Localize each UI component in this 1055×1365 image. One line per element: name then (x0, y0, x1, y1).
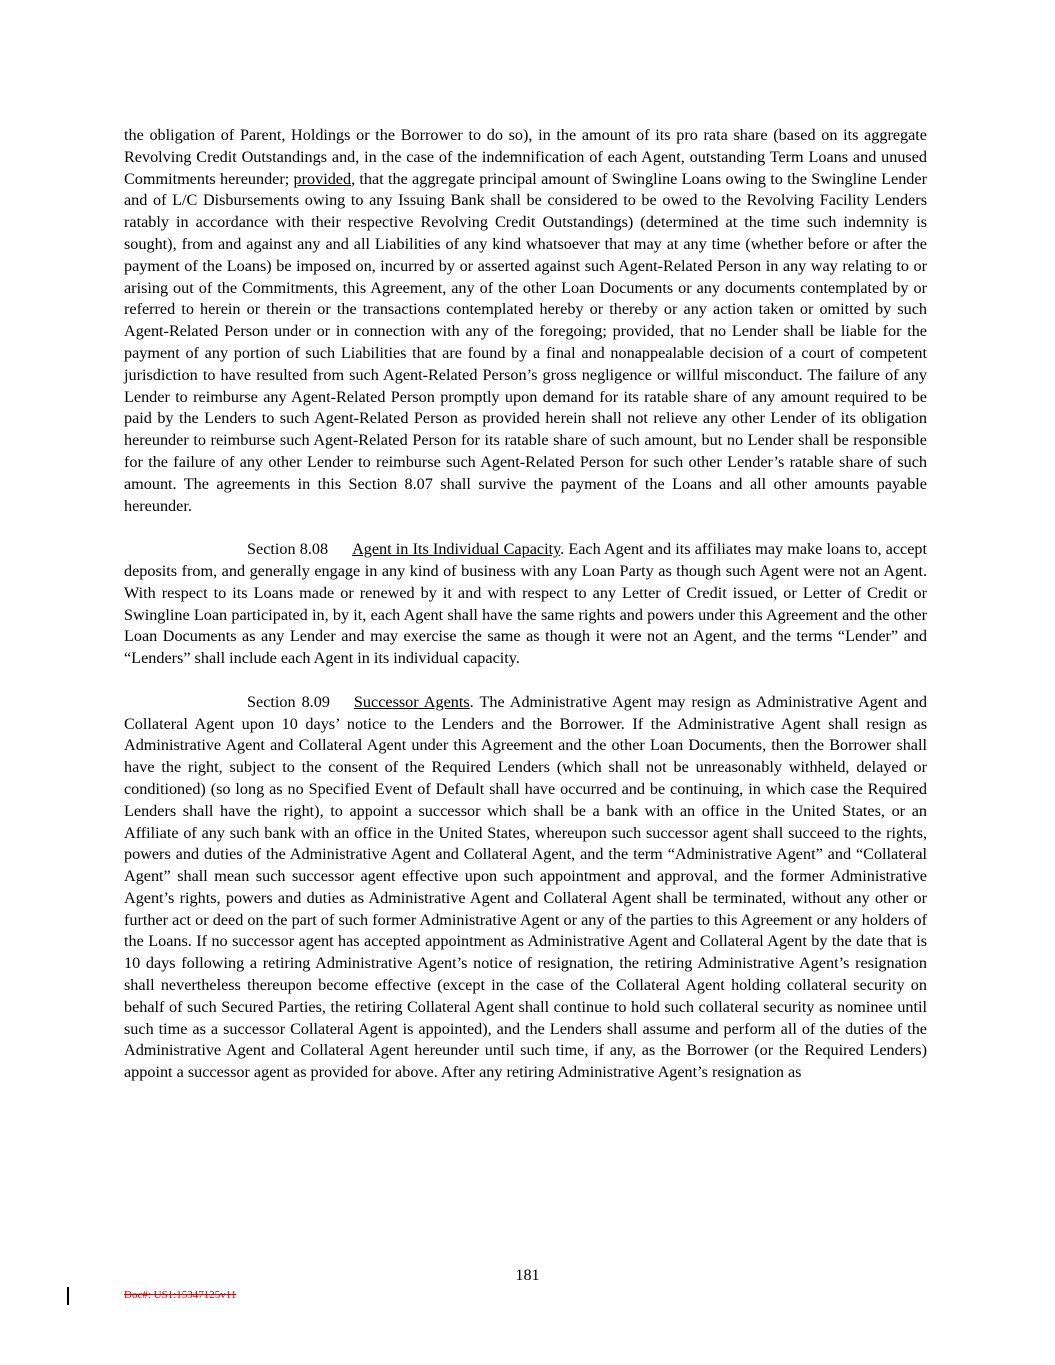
section-8-09-number: Section 8.09 (247, 692, 330, 711)
section-8-09-heading: Successor Agents (353, 692, 470, 711)
document-body (124, 125, 927, 1084)
para1-text-end: , that the aggregate principal amount of Swingline Loans owing to the Swingline Lender and of L/C Disbursements owing to any Issuing Bank shall be considered to be owed to the Revolving Facility Lenders ratably in accordance with their respective Revolving Credit Outstandings) (determined at the time such indemnity is sought), from and against any and all Liabilities of any kind whatsoever that may at any time (whether before or after the payment of the Loans) be imposed on, incurred by or asserted against such Agent-Related Person in any way relating to or arising out of the Commitments, this Agreement, any of the other Loan Documents or any documents contemplated by or referred to herein or therein or the transactions contemplated hereby or thereby or any action taken or omitted by such Agent-Related Person under or in connection with any of the foregoing; provided, that no Lender shall be liable for the payment of any portion of such Liabilities that are found by a final and nonappealable decision of a court of competent jurisdiction to have resulted from such Agent-Related Person’s gross negligence or willful misconduct. The failure of any Lender to reimburse any Agent-Related Person promptly upon demand for its ratable share of any amount required to be paid by the Lenders to such Agent-Related Person as provided herein shall not relieve any other Lender of its obligation hereunder to reimburse such Agent-Related Person for its ratable share of such amount, but no Lender shall be responsible for the failure of any other Lender to reimburse such Agent-Related Person for such other Lender’s ratable share of such amount. The agreements in this Section 8.07 shall survive the payment of the Loans and all other amounts payable hereunder. (124, 169, 927, 515)
section-8-08-number: Section 8.08 (247, 540, 329, 559)
paragraph-8-07-continuation (124, 125, 927, 517)
provided-term: provided (293, 169, 352, 188)
section-8-08-heading: Agent in Its Individual Capacity (352, 540, 561, 559)
page-number: 181 (515, 1266, 540, 1284)
section-8-09-body: . The Administrative Agent may resign as Administrative Agent and Collateral Agent upon 10 days’ notice to the Lenders and the Borrower. If the Administrative Agent shall resign as Administrative Agent and Collateral Agent under this Agreement and the other Loan Documents, then the Borrower shall have the right, subject to the consent of the Required Lenders (which shall not be unreasonably withheld, delayed or conditioned) (so long as no Specified Event of Default shall have occurred and be continuing, in which case the Required Lenders shall have the right), to appoint a successor which shall be a bank with an office in the United States, or an Affiliate of any such bank with an office in the United States, whereupon such successor agent shall succeed to the rights, powers and duties of the Administrative Agent and Collateral Agent, and the term “Administrative Agent” and “Collateral Agent” shall mean such successor agent effective upon such appointment and approval, and the former Administrative Agent’s rights, powers and duties as Administrative Agent and Collateral Agent shall be terminated, without any other or further act or deed on the part of such former Administrative Agent or any of the parties to this Agreement or any holders of the Loans. If no successor agent has accepted appointment as Administrative Agent and Collateral Agent by the date that is 10 days following a retiring Administrative Agent’s notice of resignation, the retiring Administrative Agent’s resignation shall nevertheless thereupon become effective (except in the case of the Collateral Agent holding collateral security on behalf of such Secured Parties, the retiring Collateral Agent shall continue to hold such collateral security as nominee until such time as a successor Collateral Agent is appointed), and the Lenders shall assume and perform all of the duties of the Administrative Agent and Collateral Agent hereunder until such time, if any, as the Borrower (or the Required Lenders) appoint a successor agent as provided for above. After any retiring Administrative Agent’s resignation as (124, 692, 927, 1082)
para1-text-start: the obligation of Parent, Holdings or the Borrower to do so), in the amount of its pro rata share (based on its aggregate Revolving Credit Outstandings and, in the case of the indemnification of each Agent, outstanding Term Loans and unused Commitments hereunder; (124, 126, 927, 188)
revision-change-bar (67, 1287, 69, 1305)
document-id: Doc#: US1:15347125v11 (124, 1289, 237, 1301)
section-8-08 (124, 539, 927, 670)
section-8-09 (124, 692, 927, 1084)
section-8-08-body: . Each Agent and its affiliates may make loans to, accept deposits from, and generally engage in any kind of business with any Loan Party as though such Agent were not an Agent. With respect to its Loans made or renewed by it and with respect to any Letter of Credit issued, or Letter of Credit or Swingline Loan participated in, by it, each Agent shall have the same rights and powers under this Agreement and the other Loan Documents as any Lender and may exercise the same as though it were not an Agent, and the terms “Lender” and “Lenders” shall include each Agent in its individual capacity. (124, 540, 927, 668)
